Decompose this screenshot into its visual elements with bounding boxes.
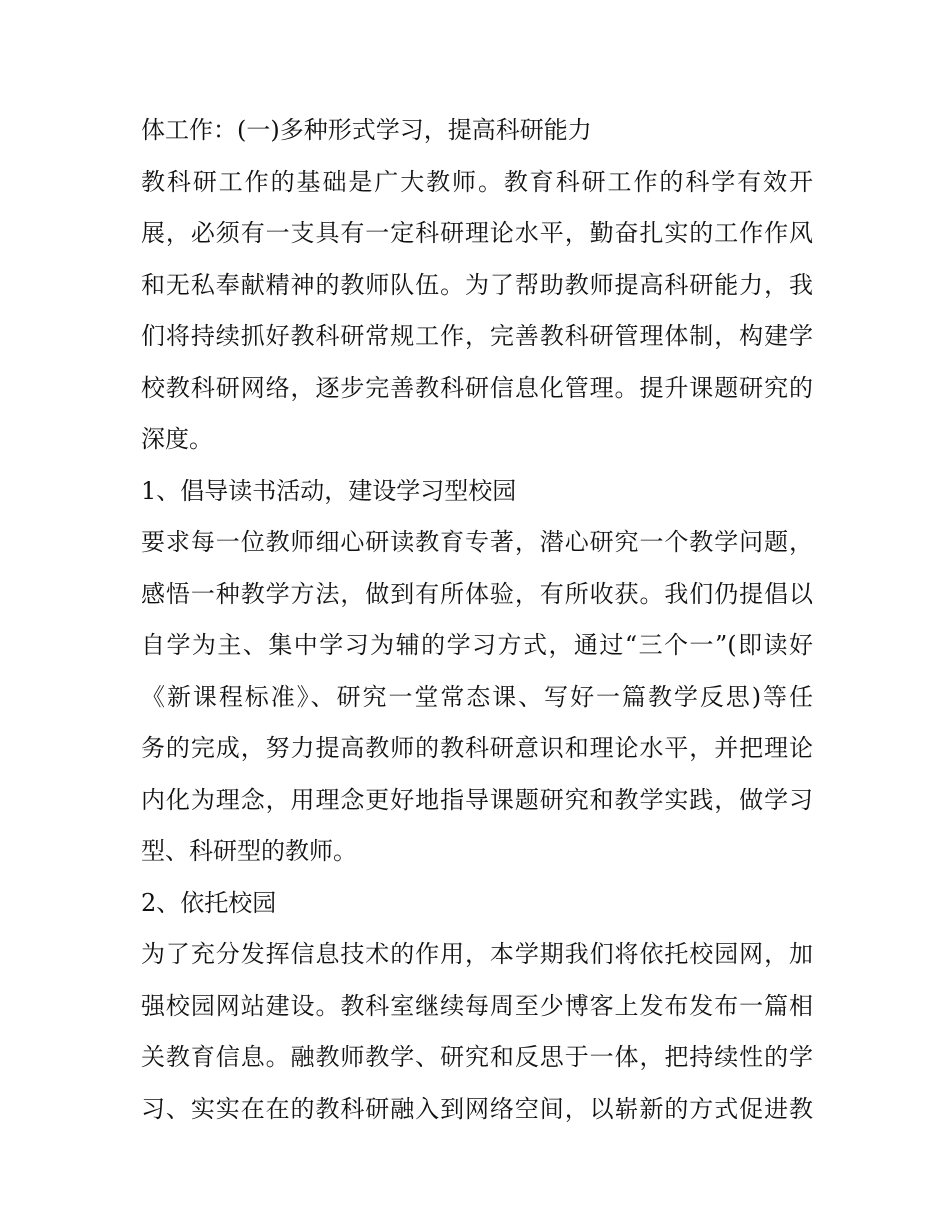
subsection-heading: 2、依托校园 [141, 888, 277, 917]
paragraph-line: 要求每一位教师细心研读教育专著，潜心研究一个教学问题， [141, 528, 813, 556]
paragraph-line: 感悟一种教学方法，做到有所体验，有所收获。我们仍提倡以 [141, 579, 813, 608]
section-heading: 体工作：(一)多种形式学习，提高科研能力 [141, 116, 592, 144]
paragraph-line: 型、科研型的教师。 [141, 837, 357, 865]
paragraph-line: 自学为主、集中学习为辅的学习方式，通过“三个一”(即读好 [141, 631, 813, 659]
paragraph-line: 为了充分发挥信息技术的作用，本学期我们将依托校园网，加 [141, 940, 813, 968]
paragraph-line: 强校园网站建设。教科室继续每周至少博客上发布发布一篇相 [141, 991, 813, 1020]
paragraph-line: 关教育信息。融教师教学、研究和反思于一体，把持续性的学 [141, 1043, 813, 1071]
paragraph-line: 内化为理念，用理念更好地指导课题研究和教学实践，做学习 [141, 785, 813, 814]
paragraph-line: 和无私奉献精神的教师队伍。为了帮助教师提高科研能力，我 [141, 270, 813, 299]
paragraph-line: 们将持续抓好教科研常规工作，完善教科研管理体制，构建学 [141, 322, 813, 350]
body-text [141, 108, 813, 1138]
paragraph-line: 《新课程标准》、研究一堂常态课、写好一篇教学反思)等任 [141, 682, 813, 711]
paragraph-line: 深度。 [141, 425, 213, 453]
paragraph-line: 校教科研网络，逐步完善教科研信息化管理。提升课题研究的 [141, 373, 813, 402]
paragraph-line: 务的完成，努力提高教师的教科研意识和理论水平，并把理论 [141, 734, 813, 762]
paragraph-line: 展，必须有一支具有一定科研理论水平，勤奋扎实的工作作风 [141, 219, 813, 247]
subsection-heading: 1、倡导读书活动，建设学习型校园 [141, 476, 517, 505]
paragraph-line: 教科研工作的基础是广大教师。教育科研工作的科学有效开 [141, 167, 813, 196]
paragraph-line: 习、实实在在的教科研融入到网络空间，以崭新的方式促进教 [141, 1094, 813, 1123]
